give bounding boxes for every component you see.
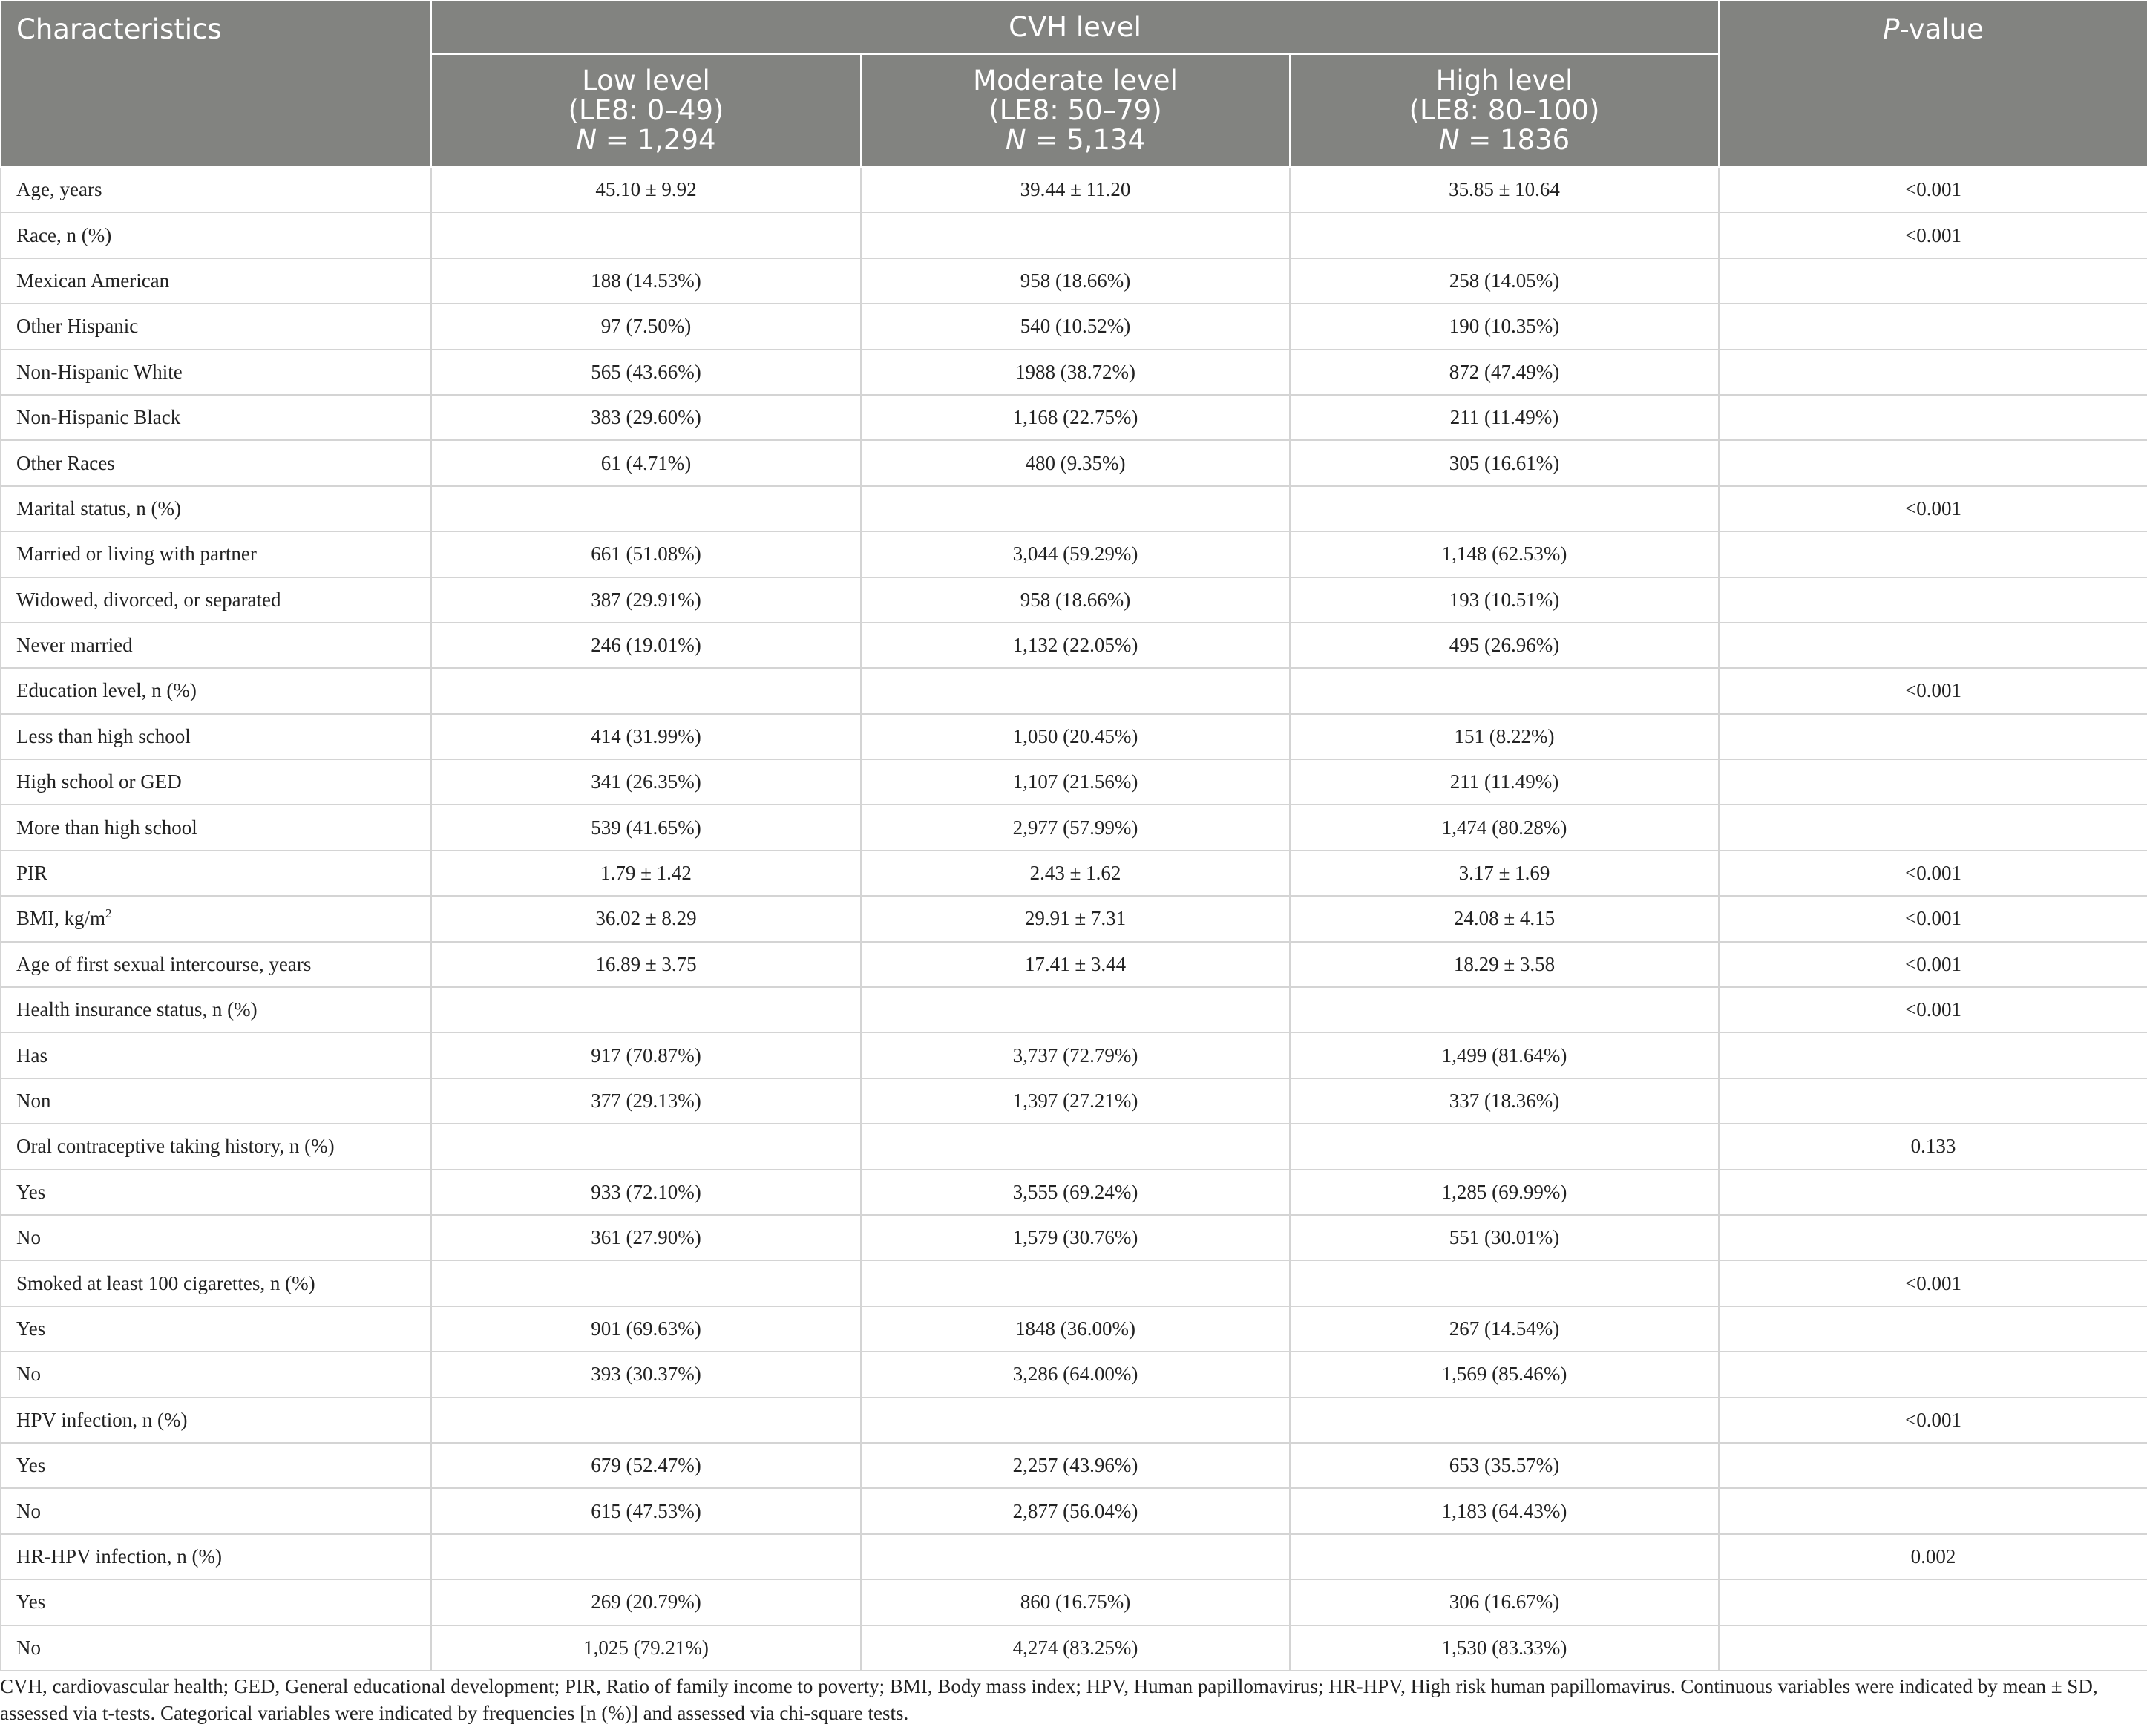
cell-p-value: [1719, 350, 2147, 395]
cell-low-level: 387 (29.91%): [431, 577, 861, 623]
row-label-text: Age, years: [16, 178, 102, 201]
row-label-text: Married or living with partner: [16, 543, 257, 566]
cell-high-level: [1290, 212, 1719, 258]
cell-moderate-level: 17.41 ± 3.44: [861, 942, 1290, 987]
header-high-n: [1291, 125, 1718, 155]
cell-low-level: [431, 987, 861, 1032]
cell-high-level: 1,569 (85.46%): [1290, 1352, 1719, 1397]
table-header: [1, 1, 2147, 167]
cell-moderate-level: 1,050 (20.45%): [861, 714, 1290, 759]
cell-low-level: 16.89 ± 3.75: [431, 942, 861, 987]
table-row: [1, 167, 2147, 212]
table-row: [1, 1352, 2147, 1397]
cell-p-value: [1719, 577, 2147, 623]
cell-moderate-level: 29.91 ± 7.31: [861, 896, 1290, 941]
cell-high-level: 1,148 (62.53%): [1290, 531, 1719, 577]
row-label: [1, 1078, 431, 1124]
cell-moderate-level: 958 (18.66%): [861, 258, 1290, 304]
row-label: [1, 668, 431, 713]
cell-moderate-level: [861, 486, 1290, 531]
row-label: [1, 942, 431, 987]
cell-high-level: 1,474 (80.28%): [1290, 805, 1719, 850]
cell-moderate-level: 1848 (36.00%): [861, 1306, 1290, 1352]
header-high-n-label: N: [1438, 124, 1460, 156]
cell-high-level: [1290, 987, 1719, 1032]
row-label: [1, 1170, 431, 1215]
cell-low-level: 246 (19.01%): [431, 623, 861, 668]
row-label: [1, 212, 431, 258]
cell-low-level: 679 (52.47%): [431, 1443, 861, 1488]
row-label-text: Race, n (%): [16, 223, 112, 246]
cell-p-value: <0.001: [1719, 212, 2147, 258]
row-label: [1, 440, 431, 485]
header-characteristics: Characteristics: [1, 1, 431, 167]
cell-low-level: 361 (27.90%): [431, 1215, 861, 1260]
header-low-level: [431, 54, 861, 167]
cell-p-value: [1719, 1579, 2147, 1625]
row-label-text: Health insurance status, n (%): [16, 998, 258, 1021]
row-label: [1, 759, 431, 805]
row-label: [1, 1534, 431, 1579]
cell-low-level: 901 (69.63%): [431, 1306, 861, 1352]
table-row: [1, 212, 2147, 258]
cell-low-level: [431, 1260, 861, 1306]
table-row: [1, 668, 2147, 713]
cell-high-level: [1290, 668, 1719, 713]
cell-low-level: [431, 1398, 861, 1443]
cell-high-level: 1,183 (64.43%): [1290, 1488, 1719, 1533]
cell-high-level: [1290, 1124, 1719, 1169]
table-row: [1, 1579, 2147, 1625]
row-label-text: Yes: [16, 1317, 46, 1340]
table-row: [1, 1124, 2147, 1169]
cell-low-level: 1,025 (79.21%): [431, 1625, 861, 1671]
cell-moderate-level: 39.44 ± 11.20: [861, 167, 1290, 212]
cell-moderate-level: 2,877 (56.04%): [861, 1488, 1290, 1533]
cell-low-level: 377 (29.13%): [431, 1078, 861, 1124]
cell-p-value: [1719, 623, 2147, 668]
table-row: [1, 1625, 2147, 1671]
header-cvh-level: CVH level: [431, 1, 1719, 54]
row-label-text: No: [16, 1363, 41, 1386]
row-label: [1, 577, 431, 623]
header-moderate-n-value: = 5,134: [1026, 124, 1146, 156]
row-label-text: Non: [16, 1090, 51, 1112]
row-label-text: Marital status, n (%): [16, 497, 181, 520]
cell-p-value: [1719, 395, 2147, 440]
row-label-text: Smoked at least 100 cigarettes, n (%): [16, 1271, 315, 1294]
cell-high-level: 305 (16.61%): [1290, 440, 1719, 485]
cell-p-value: <0.001: [1719, 486, 2147, 531]
cell-low-level: [431, 668, 861, 713]
cell-high-level: 1,530 (83.33%): [1290, 1625, 1719, 1671]
cell-high-level: [1290, 486, 1719, 531]
row-label: [1, 1352, 431, 1397]
cell-moderate-level: [861, 1124, 1290, 1169]
row-label-text: Oral contraceptive taking history, n (%): [16, 1135, 335, 1158]
table-row: [1, 1398, 2147, 1443]
row-label-text: Other Hispanic: [16, 315, 139, 338]
cell-moderate-level: 1,579 (30.76%): [861, 1215, 1290, 1260]
header-low-n-value: = 1,294: [597, 124, 716, 156]
cell-high-level: 1,499 (81.64%): [1290, 1032, 1719, 1078]
row-label: [1, 304, 431, 349]
table-row: [1, 1260, 2147, 1306]
table-row: [1, 486, 2147, 531]
table-row: [1, 1534, 2147, 1579]
header-high-range: (LE8: 80–100): [1409, 94, 1600, 126]
cell-moderate-level: 860 (16.75%): [861, 1579, 1290, 1625]
row-label-text: Less than high school: [16, 724, 191, 747]
cell-p-value: [1719, 714, 2147, 759]
cell-moderate-level: [861, 987, 1290, 1032]
cell-moderate-level: 2,977 (57.99%): [861, 805, 1290, 850]
cell-p-value: <0.001: [1719, 987, 2147, 1032]
table-row: [1, 1170, 2147, 1215]
cell-low-level: [431, 1124, 861, 1169]
cell-p-value: [1719, 1443, 2147, 1488]
cell-high-level: 193 (10.51%): [1290, 577, 1719, 623]
row-label-text: HR-HPV infection, n (%): [16, 1545, 222, 1568]
cell-moderate-level: 3,044 (59.29%): [861, 531, 1290, 577]
cell-p-value: [1719, 1032, 2147, 1078]
cell-p-value: [1719, 1078, 2147, 1124]
cell-low-level: [431, 486, 861, 531]
cell-low-level: 188 (14.53%): [431, 258, 861, 304]
cell-moderate-level: 1,132 (22.05%): [861, 623, 1290, 668]
row-label-text: No: [16, 1226, 41, 1249]
cell-moderate-level: [861, 212, 1290, 258]
table-row: [1, 987, 2147, 1032]
row-label: [1, 623, 431, 668]
cell-high-level: 35.85 ± 10.64: [1290, 167, 1719, 212]
row-label-text: Has: [16, 1044, 47, 1067]
cell-low-level: 383 (29.60%): [431, 395, 861, 440]
cell-low-level: 933 (72.10%): [431, 1170, 861, 1215]
cell-p-value: 0.002: [1719, 1534, 2147, 1579]
row-label: [1, 395, 431, 440]
row-label-text: Mexican American: [16, 269, 170, 292]
cell-moderate-level: 958 (18.66%): [861, 577, 1290, 623]
cell-p-value: [1719, 1625, 2147, 1671]
table-row: [1, 623, 2147, 668]
cell-p-value: [1719, 1306, 2147, 1352]
cell-moderate-level: 2,257 (43.96%): [861, 1443, 1290, 1488]
cell-high-level: 211 (11.49%): [1290, 759, 1719, 805]
row-label-text: BMI, kg/m: [16, 907, 106, 930]
cell-moderate-level: 1,107 (21.56%): [861, 759, 1290, 805]
row-label-text: No: [16, 1636, 41, 1659]
header-p-value: [1719, 1, 2147, 167]
cell-p-value: [1719, 440, 2147, 485]
table-row: [1, 531, 2147, 577]
cell-p-value: [1719, 1352, 2147, 1397]
row-label-text: Other Races: [16, 451, 115, 474]
table-row: [1, 1032, 2147, 1078]
cell-high-level: 1,285 (69.99%): [1290, 1170, 1719, 1215]
table-row: [1, 1215, 2147, 1260]
row-label-sup: 2: [105, 906, 112, 921]
cell-low-level: 565 (43.66%): [431, 350, 861, 395]
row-label-text: Age of first sexual intercourse, years: [16, 952, 312, 975]
cell-low-level: 1.79 ± 1.42: [431, 851, 861, 896]
cell-moderate-level: [861, 1534, 1290, 1579]
cell-p-value: [1719, 1488, 2147, 1533]
cell-high-level: 258 (14.05%): [1290, 258, 1719, 304]
row-label-text: Non-Hispanic White: [16, 360, 183, 383]
header-high-n-value: = 1836: [1459, 124, 1570, 156]
row-label: [1, 1260, 431, 1306]
row-label: [1, 167, 431, 212]
cell-moderate-level: 4,274 (83.25%): [861, 1625, 1290, 1671]
cell-high-level: 3.17 ± 1.69: [1290, 851, 1719, 896]
table-footnote: CVH, cardiovascular health; GED, General educational development; PIR, Ratio of family income to poverty; BMI, Body mass index; HPV, Human papillomavirus; HR-HPV, High risk human papillomavirus. Continuous variables were indicated by mean ± SD, assessed via t-tests. Categorical variables were indicated by frequencies [n (%)] and assessed via chi-square tests.: [0, 1675, 2098, 1724]
row-label: [1, 350, 431, 395]
row-label-text: No: [16, 1499, 41, 1522]
row-label-text: HPV infection, n (%): [16, 1408, 188, 1431]
cell-low-level: [431, 1534, 861, 1579]
cell-moderate-level: [861, 1398, 1290, 1443]
header-moderate-name: Moderate level: [973, 65, 1178, 96]
table-row: [1, 896, 2147, 941]
cell-low-level: 61 (4.71%): [431, 440, 861, 485]
table-row: [1, 577, 2147, 623]
row-label-text: Non-Hispanic Black: [16, 406, 181, 429]
cell-p-value: <0.001: [1719, 851, 2147, 896]
row-label-text: High school or GED: [16, 770, 182, 793]
row-label: [1, 258, 431, 304]
cell-moderate-level: 480 (9.35%): [861, 440, 1290, 485]
cell-low-level: 539 (41.65%): [431, 805, 861, 850]
cell-low-level: 97 (7.50%): [431, 304, 861, 349]
header-p-italic: P: [1883, 13, 1900, 45]
cell-low-level: 414 (31.99%): [431, 714, 861, 759]
table-row: [1, 851, 2147, 896]
cell-high-level: [1290, 1534, 1719, 1579]
row-label-text: Never married: [16, 634, 133, 657]
cell-p-value: <0.001: [1719, 167, 2147, 212]
table-row: [1, 1488, 2147, 1533]
cell-p-value: <0.001: [1719, 942, 2147, 987]
cell-high-level: [1290, 1398, 1719, 1443]
header-high-level: [1290, 54, 1719, 167]
cell-high-level: [1290, 1260, 1719, 1306]
header-moderate-range: (LE8: 50–79): [989, 94, 1162, 126]
cell-p-value: <0.001: [1719, 668, 2147, 713]
cell-moderate-level: 540 (10.52%): [861, 304, 1290, 349]
cell-high-level: 18.29 ± 3.58: [1290, 942, 1719, 987]
table-row: [1, 942, 2147, 987]
cell-moderate-level: 1,397 (27.21%): [861, 1078, 1290, 1124]
cell-moderate-level: [861, 668, 1290, 713]
cell-low-level: 45.10 ± 9.92: [431, 167, 861, 212]
row-label: [1, 805, 431, 850]
cell-high-level: 190 (10.35%): [1290, 304, 1719, 349]
table-row: [1, 714, 2147, 759]
row-label: [1, 851, 431, 896]
cell-low-level: [431, 212, 861, 258]
row-label-text: Yes: [16, 1180, 46, 1203]
cell-moderate-level: 3,286 (64.00%): [861, 1352, 1290, 1397]
row-label: [1, 1398, 431, 1443]
row-label: [1, 714, 431, 759]
cell-p-value: [1719, 805, 2147, 850]
row-label: [1, 1443, 431, 1488]
cell-high-level: 151 (8.22%): [1290, 714, 1719, 759]
table-row: [1, 1443, 2147, 1488]
cell-high-level: 24.08 ± 4.15: [1290, 896, 1719, 941]
table-row: [1, 258, 2147, 304]
cell-p-value: [1719, 531, 2147, 577]
table-row: [1, 759, 2147, 805]
cell-high-level: 872 (47.49%): [1290, 350, 1719, 395]
cell-moderate-level: 3,737 (72.79%): [861, 1032, 1290, 1078]
cell-high-level: 267 (14.54%): [1290, 1306, 1719, 1352]
cell-moderate-level: 1,168 (22.75%): [861, 395, 1290, 440]
header-low-n: [432, 125, 860, 155]
cell-low-level: 36.02 ± 8.29: [431, 896, 861, 941]
cell-low-level: 917 (70.87%): [431, 1032, 861, 1078]
cell-p-value: [1719, 1215, 2147, 1260]
row-label-text: Education level, n (%): [16, 679, 197, 702]
header-low-range: (LE8: 0–49): [568, 94, 724, 126]
cell-moderate-level: 3,555 (69.24%): [861, 1170, 1290, 1215]
cell-p-value: 0.133: [1719, 1124, 2147, 1169]
row-label: [1, 896, 431, 941]
header-p-rest: -value: [1899, 13, 1984, 45]
cell-high-level: 211 (11.49%): [1290, 395, 1719, 440]
table-row: [1, 1078, 2147, 1124]
cell-high-level: 551 (30.01%): [1290, 1215, 1719, 1260]
row-label-text: PIR: [16, 862, 48, 885]
cell-low-level: 661 (51.08%): [431, 531, 861, 577]
cell-p-value: <0.001: [1719, 1260, 2147, 1306]
table-row: [1, 350, 2147, 395]
table-row: [1, 805, 2147, 850]
cell-high-level: 653 (35.57%): [1290, 1443, 1719, 1488]
cell-moderate-level: 1988 (38.72%): [861, 350, 1290, 395]
cell-moderate-level: [861, 1260, 1290, 1306]
cell-low-level: 615 (47.53%): [431, 1488, 861, 1533]
header-low-name: Low level: [582, 65, 710, 96]
cell-high-level: 306 (16.67%): [1290, 1579, 1719, 1625]
header-moderate-level: [861, 54, 1290, 167]
row-label: [1, 1625, 431, 1671]
cell-moderate-level: 2.43 ± 1.62: [861, 851, 1290, 896]
table-row: [1, 395, 2147, 440]
header-low-n-label: N: [576, 124, 597, 156]
table-row: [1, 304, 2147, 349]
cell-p-value: <0.001: [1719, 896, 2147, 941]
cell-p-value: [1719, 759, 2147, 805]
header-moderate-n-label: N: [1005, 124, 1026, 156]
row-label: [1, 1124, 431, 1169]
cell-p-value: [1719, 304, 2147, 349]
cell-p-value: [1719, 1170, 2147, 1215]
row-label-text: More than high school: [16, 816, 197, 839]
table-row: [1, 1306, 2147, 1352]
row-label: [1, 1215, 431, 1260]
row-label-text: Widowed, divorced, or separated: [16, 588, 281, 611]
cell-high-level: 495 (26.96%): [1290, 623, 1719, 668]
cell-low-level: 393 (30.37%): [431, 1352, 861, 1397]
table-body: [1, 167, 2147, 1671]
cell-low-level: 269 (20.79%): [431, 1579, 861, 1625]
table-row: [1, 440, 2147, 485]
row-label: [1, 1032, 431, 1078]
row-label: [1, 1306, 431, 1352]
header-high-name: High level: [1435, 65, 1573, 96]
header-moderate-n: [862, 125, 1289, 155]
cell-low-level: 341 (26.35%): [431, 759, 861, 805]
row-label-text: Yes: [16, 1591, 46, 1614]
row-label: [1, 486, 431, 531]
row-label-text: Yes: [16, 1454, 46, 1477]
cell-p-value: <0.001: [1719, 1398, 2147, 1443]
row-label: [1, 1579, 431, 1625]
cell-high-level: 337 (18.36%): [1290, 1078, 1719, 1124]
row-label: [1, 1488, 431, 1533]
cell-p-value: [1719, 258, 2147, 304]
row-label: [1, 531, 431, 577]
row-label: [1, 987, 431, 1032]
